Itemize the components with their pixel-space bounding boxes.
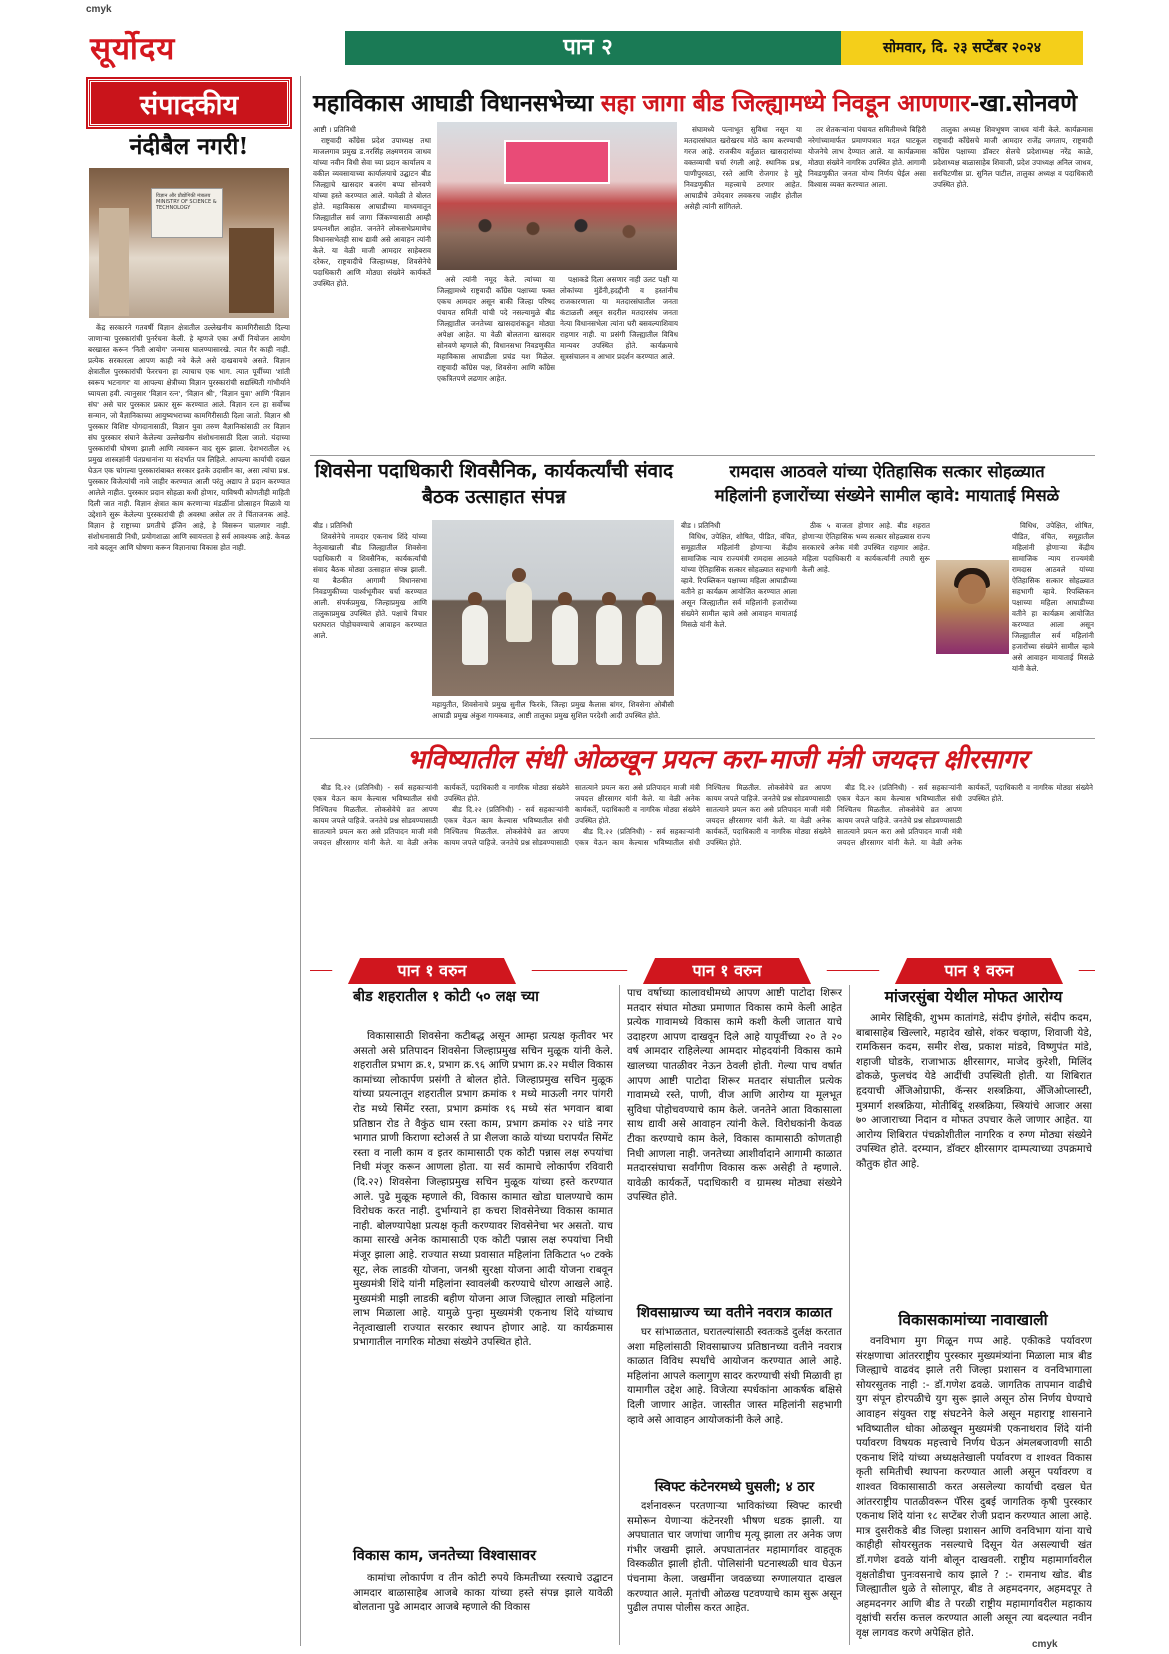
speaker-head bbox=[512, 568, 526, 582]
attendee-head bbox=[642, 592, 656, 606]
stage-banner bbox=[504, 140, 610, 184]
ministry-plaque bbox=[151, 188, 223, 238]
attendee bbox=[552, 605, 578, 665]
ramdas-headline-line1: रामदास आठवले यांच्या ऐतिहासिक सत्कार सोहळ्यात bbox=[729, 462, 1045, 481]
lead-story-col4: संघामध्ये पत्नाभूत सुविधा नसून या मतदारसंघात खरोखरच मोठे काम करण्याची गरज आहे. राजकीय वर्तुळात खासदारांच्या वक्तव्याची चर्चा रंगली आहे. स्थानिक प्रश्न, पाणीपुरवठा, रस्ते आणि रोजगार हे मुद्दे निवडणुकीत महत्त्वाचे ठरणार आहेत. आघाडीचे उमेदवार लवकरच जाहीर होतील असेही त्यांनी सांगितले. bbox=[684, 125, 802, 211]
attendee bbox=[596, 605, 622, 665]
page-number: पान २ bbox=[345, 31, 831, 65]
attendee-head bbox=[558, 592, 572, 606]
lead-story-col6: तालुका अध्यक्ष शिवभूषण जाधव यांनी केले. कार्यक्रमास राष्ट्रवादी काँग्रेसचे माजी आमदार राजेंद्र जगताप, राष्ट्रवादी काँग्रेस पक्षाच्या डॉक्टर सेलचे प्रदेशाध्यक्ष नरेंद्र काळे, प्रदेशाध्यक्ष बाळासाहेब शिवाजी, प्रदेश उपाध्यक्ष अनिल जाधव, सरचिटणीस प्रा. सुनिल पाटील, तालुका अध्यक्ष व पदाधिकारी उपस्थित होते. bbox=[933, 125, 1093, 189]
continuation-label: पान १ वरुन bbox=[641, 958, 813, 984]
meeting-photo-caption: महायुतीत, शिवसेनाचे प्रमुख सुनील फिरके, जिल्हा प्रमुख कैलास बांगर, शिवसेना ओबीसी आघाडी प्रमुख अंकुश गायकवाड, आष्टी तालुका प्रमुख सुशिल परदेशी आदी उपस्थित होते. bbox=[432, 700, 674, 720]
column-divider bbox=[849, 985, 850, 1645]
continuation-label: पान १ वरुन bbox=[893, 958, 1065, 984]
kshirsagar-body: बीड दि.२२ (प्रतिनिधी) - सर्व सहकाऱ्यांनी एकत्र येऊन काम केल्यास भविष्यातील संधी निश्चितच मिळतील. लोकसेवेचे व्रत आपण कायम जपले पाहिजे. जनतेचे प्रश्न सोडवण्यासाठी सातत्याने प्रयत्न करा असे प्रतिपादन माजी मंत्री जयदत्त क्षीरसागर यांनी केले. या वेळी अनेक कार्यकर्ते, पदाधिकारी व नागरिक मोठ्या संख्येने उपस्थित होते. बीड दि.२२ (प्रतिनिधी) - सर्व सहकाऱ्यांनी एकत्र येऊन काम केल्यास भविष्यातील संधी निश्चितच मिळतील. लोकसेवेचे व्रत आपण कायम जपले पाहिजे. जनतेचे प्रश्न सोडवण्यासाठी सातत्याने प्रयत्न करा असे प्रतिपादन माजी मंत्री जयदत्त क्षीरसागर यांनी केले. या वेळी अनेक कार्यकर्ते, पदाधिकारी व नागरिक मोठ्या संख्येने उपस्थित होते. बीड दि.२२ (प्रतिनिधी) - सर्व सहकाऱ्यांनी एकत्र येऊन काम केल्यास भविष्यातील संधी निश्चितच मिळतील. लोकसेवेचे व्रत आपण कायम जपले पाहिजे. जनतेचे प्रश्न सोडवण्यासाठी सातत्याने प्रयत्न करा असे प्रतिपादन माजी मंत्री जयदत्त क्षीरसागर यांनी केले. या वेळी अनेक कार्यकर्ते, पदाधिकारी व नागरिक मोठ्या संख्येने उपस्थित होते. बीड दि.२२ (प्रतिनिधी) - सर्व सहकाऱ्यांनी एकत्र येऊन काम केल्यास भविष्यातील संधी निश्चितच मिळतील. लोकसेवेचे व्रत आपण कायम जपले पाहिजे. जनतेचे प्रश्न सोडवण्यासाठी सातत्याने प्रयत्न करा असे प्रतिपादन माजी मंत्री जयदत्त क्षीरसागर यांनी केले. या वेळी अनेक कार्यकर्ते, पदाधिकारी व नागरिक मोठ्या संख्येने उपस्थित होते. bbox=[313, 783, 1093, 847]
ramdas-body: बीड । प्रतिनिधी विधिध, उपेक्षित, शोषित, पीडित, वंचित, समूहातील महिलांनी होणाऱ्या केंद्रीय सामाजिक न्याय राज्यमंत्री रामदास आठवले यांच्या ऐतिहासिक सत्कार सोहळ्यात सहभागी व्हावे. रिपब्लिकन पक्षाच्या महिला आघाडीच्या वतीने हा कार्यक्रम आयोजित करण्यात आला असून जिल्ह्यातील सर्व महिलांनी हजारोंच्या संख्येने सामील व्हावे असे आवाहन मायाताई मिसळे यांनी केले. bbox=[681, 521, 797, 629]
shivsena-headline: शिवसेना पदाधिकारी शिवसैनिक, कार्यकर्त्यांची संवाद बैठक उत्साहात संपन्न bbox=[314, 460, 674, 508]
editorial-banner: संपादकीय bbox=[88, 79, 290, 127]
vikas-body: वनविभाग मुग गिळून गप्प आहे. एकीकडे पर्यावरण संरक्षणाचा आंतरराष्ट्रीय पुरस्कार मुख्यमंत्र्यांना मिळाला मात्र बीड जिल्ह्याचे वाढवंद झाले तरी जिल्हा प्रशासन व वनविभागाला सोयरसुतक नाही :- डॉ.गणेश ढवळे. जागतिक तापमान वाढीचे युग संपून होरपळीचे युग सुरू झाले असून ठोस निर्णय घेण्याचे आवाहन संयुक्त राष्ट्र संघटनेने केले असून महाराष्ट्र शासनाने भविष्यातील धोका ओळखून मुख्यमंत्री एकनाथराव शिंदे यांनी पर्यावरण विषयक महत्त्वाचे निर्णय घेऊन अंमलबजावणी साठी एकनाथ शिंदे यांच्या अध्यक्षतेखाली पर्यावरण व शाश्वत विकास कृती समितीची स्थापना करण्यात आली असून पर्यावरण व शाश्वत विकासासाठी करत असलेल्या कार्याची दखल घेत आंतरराष्ट्रीय पातळीवरून पॅरिस दुबई जागतिक कृषी पुरस्कार एकनाथ शिंदे यांना १८ सप्टेंबर रोजी प्रदान करण्यात आला आहे. मात्र दुसरीकडे बीड जिल्हा प्रशासन आणि वनविभाग यांना याचे काहीही सोयरसुतक नसल्याचे दिसून येत असल्याची खंत डॉ.गणेश ढवळे यांनी बोलून दाखवली. राष्ट्रीय महामार्गावरील वृक्षतोडीचा पुनःवसनाचे काय झाले ? :- रामनाथ खोड. बीड जिल्ह्यातील धुळे ते सोलापूर, बीड ते अहमदनगर, अहमदपूर ते अहमदनगर आणि बीड ते परळी राष्ट्रीय महामार्गावरील महाकाय वृक्षांची सर्रास कत्तल करण्यात आली असून त्या बदल्यात नवीन वृक्ष लागवड करणे अपेक्षित होते. bbox=[856, 1336, 1092, 1639]
attendee bbox=[636, 605, 662, 665]
lead-story-col2: असे त्यांनी नमूद केले. त्यांच्या या जिल्ह्यामध्ये राष्ट्रवादी काँग्रेस पक्षाच्या फक्त एकच आमदार असून बाकी जिल्हा परिषद पंचायत समिती यांची पदे नसल्यामुळे बीड जिल्ह्यातील जनतेच्या खासदारांकडून मोठ्या अपेक्षा आहेत. या वेळी बोलताना खासदार सोनवणे म्हणाले की, विधानसभा निवडणुकीत महाविकास आघाडीला प्रचंड यश मिळेल. राष्ट्रवादी काँग्रेस पक्ष, शिवसेना आणि काँग्रेस एकत्रितपणे लढणार आहेत. bbox=[437, 275, 555, 383]
vishwas-headline: विकास काम, जनतेच्या विश्वासावर bbox=[353, 1548, 537, 1564]
editorial-body: केंद्र सरकारने गतवर्षी विज्ञान क्षेत्रातील उल्लेखनीय कामगिरीसाठी दिल्या जाणाऱ्या पुरस्कारांची पुनर्रचना केली. हे म्हणजे एका अर्थी नियोजन आयोग बरखास्त करून 'निती आयोग' जन्मास घालण्यासारखे. त्यात गैर काही नाही. प्रत्येक सरकारला आपण काही नवे केले असे दाखवायचे असते. विज्ञान क्षेत्रातील पुरस्कारांची फेररचना हा त्याचाच एक भाग. त्यात पूर्वीच्या 'शांती स्वरूप भटनागर' या आपल्या क्षेत्रीच्या विज्ञान पुरस्कारांची सद्यस्थिती गांभीर्याने घ्यायला हवी. त्यानुसार 'विज्ञान रत्न', 'विज्ञान श्री', 'विज्ञान युवा' आणि 'विज्ञान संघ' असे चार पुरस्कार प्रकार सुरू करण्यात आले. विज्ञान रत्न हा सर्वोच्च सन्मान, जो वैज्ञानिकाच्या आयुष्यभराच्या कामगिरीसाठी दिला जातो. विज्ञान श्री पुरस्कार विशिष्ट योगदानासाठी, विज्ञान युवा तरुण वैज्ञानिकांसाठी तर विज्ञान संघ पुरस्कार संघाने केलेल्या उल्लेखनीय संशोधनासाठी दिला जातो. यंदाच्या पुरस्कारांची घोषणा झाली आणि त्यावरून वाद सुरू झाला. देशभरातील २६ प्रमुख शास्त्रज्ञांनी पंतप्रधानांना या संदर्भात पत्र लिहिले. आपल्या कार्याची दखल घेऊन एक चांगल्या पुरस्कारांबाबत सरकार इतके उदासीन का, असा त्यांचा प्रश्न. पुरस्कार विजेत्यांची नावे जाहीर करण्यात आली परंतु अद्याप ते प्रदान करण्यात आलेले नाहीत. पुरस्कार प्रदान सोहळा कधी होणार, याविषयी कोणतीही माहिती दिली जात नाही. विज्ञान क्षेत्रात काम करणाऱ्या मंडळींना प्रोत्साहन मिळावे या उद्देशाने सुरू केलेल्या पुरस्कारांची ही अवस्था असेल तर ते चिंताजनक आहे. विज्ञान हे राष्ट्राच्या प्रगतीचे इंजिन आहे, हे विसरून चालणार नाही. संशोधनासाठी निधी, प्रयोगशाळा आणि स्वायत्तता हे सर्व आवश्यक आहे. केवळ नावे बदलून आणि घोषणा करून विज्ञानाचा विकास होत नाही. bbox=[88, 323, 290, 552]
ramdas-headline bbox=[681, 460, 1093, 508]
vikas-headline: विकासकामांच्या नावाखाली bbox=[898, 1311, 1048, 1329]
kshirsagar-headline: भविष्यातील संधी ओळखून प्रयत्न करा-माजी मंत्री जयदत्त क्षीरसागर bbox=[406, 745, 1028, 775]
attendee-head bbox=[468, 592, 482, 606]
lead-story-col1: आष्टी । प्रतिनिधी राष्ट्रवादी काँग्रेस प्रदेश उपाध्यक्ष तथा माजलगाव प्रमुख ड.नरसिंह लक्ष्मणराव जाधव यांच्या नवीन विधी सेवा च्या प्रदान कार्यालय व वकील व्यवसायाच्या कार्यालयाचे उद्घाटन बीड जिल्ह्याचे खासदार बजरंग बप्पा सोनवणे यांच्या हस्ते करण्यात आले. यावेळी ते बोलत होते. महाविकास आघाडीच्या माध्यमातून जिल्ह्यातील सर्व जागा जिंकण्यासाठी आम्ही प्रयत्नशील आहोत. जनतेने लोकसभेप्रमाणेच विधानसभेतही साथ द्यावी असे आवाहन त्यांनी केले. या वेळी माजी आमदार साहेबराव दरेकर, राष्ट्रवादीचे जिल्हाध्यक्ष, शिवसेनेचे पदाधिकारी आणि मोठ्या संख्येने कार्यकर्ते उपस्थित होते. bbox=[313, 125, 431, 288]
editorial-photo bbox=[89, 168, 289, 318]
section-divider bbox=[310, 455, 1095, 456]
ramdas-body-3: विधिध, उपेक्षित, शोषित, पीडित, वंचित, समूहातील महिलांनी होणाऱ्या केंद्रीय सामाजिक न्याय राज्यमंत्री रामदास आठवले यांच्या ऐतिहासिक सत्कार सोहळ्यात सहभागी व्हावे. रिपब्लिकन पक्षाच्या महिला आघाडीच्या वतीने हा कार्यक्रम आयोजित करण्यात आला असून जिल्ह्यातील सर्व महिलांनी हजारोंच्या संख्येने सामील व्हावे असे आवाहन मायाताई मिसळे यांनी केले. bbox=[1012, 521, 1094, 673]
ramdas-body-2: ठीक ५ वाजता होणार आहे. बीड शहरात होणाऱ्या ऐतिहासिक भव्य सत्कार सोहळ्यास राज्य सरकारचे अनेक मंत्री उपस्थित राहणार आहेत. महिला पदाधिकारी व कार्यकर्त्यांनी तयारी सुरू केली आहे. bbox=[802, 521, 930, 574]
editorial-title: नंदीबैल नगरी! bbox=[129, 133, 249, 160]
lead-story-col3: पक्षाकडे दिला असणार नाही उलट पक्षी या लोकांच्या मुंडेंनी,हदद्दीनी व हस्तांनीच राजकारणाला या मतदारसंघातील जनता कंटाळली असून सदरील मतदारसंघ जनता नेत्या विधानसभेला त्यांना घरी बसवल्याशिवाय राहणार नाही. या प्रसंगी जिल्ह्यातील विविध मान्यवर उपस्थित होते. कार्यक्रमाचे सूत्रसंचालन व आभार प्रदर्शन करण्यात आले. bbox=[560, 275, 678, 361]
attendee-head bbox=[602, 592, 616, 606]
registration-mark-top: cmyk bbox=[86, 4, 112, 15]
speaker bbox=[506, 582, 532, 642]
photo-pillar bbox=[99, 208, 129, 316]
photo-door bbox=[229, 228, 274, 313]
lead-headline-part2: -खा.सोनवणे bbox=[969, 89, 1077, 117]
ministry-plaque-text: विज्ञान और प्रौद्योगिकी मंत्रालय MINISTRY OF SCIENCE & TECHNOLOGY bbox=[156, 193, 217, 211]
lead-headline-highlight: सहा जागा बीड जिल्ह्यामध्ये निवडून आणणार bbox=[600, 89, 970, 117]
attendee bbox=[462, 605, 488, 665]
bid-story-body: विकासासाठी शिवसेना कटीबद्ध असून आम्हा प्रत्यक्ष कृतीवर भर असतो असे प्रतिपादन शिवसेना जिल्हाप्रमुख सचिन मुळूक यांनी केले. शहरातील प्रभाग क्र.१, प्रभाग क्र.९६ आणि प्रभाग क्र.२२ मधील विकास कामांच्या लोकार्पण प्रसंगी ते बोलत होते. जिल्हाप्रमुख सचिन मुळूक यांच्या प्रयत्नातून शहरातील प्रभाग क्रमांक १ मध्ये माऊली नगर पांगरी रोड मध्ये सिमेंट रस्ता, प्रभाग क्रमांक १६ मध्ये संत भगवान बाबा प्रतिष्ठान रोड ते वैकुंठ धाम रस्ता काम, प्रभाग क्रमांक २२ धांडे नगर भागात प्राणी किराणा स्टोअर्स ते प्रा शैलजा काळे यांच्या घरापर्यंत सिमेंट रस्ता व नाली काम व इतर कामासाठी एक कोटी पन्नास लक्ष रुपयांचा निधी मंजूर करून आणला होता. या सर्व कामाचे लोकार्पण रविवारी (दि.२२) शिवसेना जिल्हाप्रमुख सचिन मुळूक यांच्या हस्ते करण्यात आले. पुढे मुळूक म्हणाले की, विकास कामात खोडा घालण्याचे काम विरोधक करत नाही. दुर्भाग्याने हा कचरा शिवसेनेच्या विकास कामात नाही. बोलण्यापेक्षा प्रत्यक्ष कृती करण्यावर शिवसेनेचा भर असतो. याच कामा सारखे अनेक कामासाठी एक कोटी पन्नास लक्ष रुपयांचा निधी मंजूर झाला आहे. राज्यात सध्या प्रवासात महिलांना तिकिटात ५० टक्के सूट, लेक लाडकी योजना, जनश्री सुरक्षा योजना आदी योजना राबवून मुख्यमंत्री शिंदे यांनी महिलांना स्वावलंबी करण्याचे धोरण आखले आहे. मुख्यमंत्री माझी लाडकी बहीण योजना आज जिल्ह्यात लाखो महिलांना लाभ मिळाला आहे. यामुळे पुन्हा मुख्यमंत्री एकनाथ शिंदे यांच्याच नेतृत्वाखाली राज्यात सरकार स्थापन होणार आहे. या कार्यक्रमास प्रभागातील नागरिक मोठ्या संख्येने उपस्थित होते. bbox=[353, 1031, 613, 1349]
bid-story-headline: बीड शहरातील १ कोटी ५० लक्ष च्या bbox=[353, 989, 539, 1005]
navratri-headline: शिवसाम्राज्य च्या वतीने नवरात्र काळात bbox=[636, 1305, 833, 1321]
mangar-body: आमेर सिद्दिकी, शुभम कातांगडे, संदीप इंगोले, संदीप कदम, बाबासाहेब खिल्लारे, महादेव खोसे, शंकर चव्हाण, शिवाजी येडे, रामकिसन कदम, समीर शेख, प्रकाश मांडवे, विष्णुपंत मांडे, शहाजी घोडके, राजाभाऊ क्षीरसागर, माजेद कुरेशी, मिलिंद ढोकळे, फुलचंद येडे आदींची उपस्थिती होती. या शिबिरात हृदयाची अँजिओग्राफी, कॅन्सर शस्त्रक्रिया, अँजिओप्लास्टी, मुत्रमार्ग शस्त्रक्रिया, मोतीबिंदू शस्त्रक्रिया, स्त्रियांचे आजार असा ७० आजाराच्या निदान व मोफत उपचार केले जाणार आहेत. या आरोग्य शिबिरात पंचक्रोशीतील नागरिक व रुग्ण मोठ्या संख्येने उपस्थित होते. दरम्यान, डॉक्टर क्षीरसागर दाम्पत्याच्या उपक्रमाचे कौतुक होत आहे. bbox=[856, 1013, 1092, 1170]
section-divider bbox=[310, 738, 1095, 739]
issue-date: सोमवार, दि. २३ सप्टेंबर २०२४ bbox=[831, 31, 1083, 65]
shivsena-body: बीड । प्रतिनिधी शिवसेनेचे नामदार एकनाथ शिंदे यांच्या नेतृत्वाखाली बीड जिल्ह्यातील शिवसेना पदाधिकारी व शिवसैनिक, कार्यकर्त्यांची संवाद बैठक मोठ्या उत्साहात संपन्न झाली. या बैठकीत आगामी विधानसभा निवडणुकीच्या पार्श्वभूमीवर चर्चा करण्यात आली. संपर्कप्रमुख, जिल्हाप्रमुख आणि तालुकाप्रमुख उपस्थित होते. पक्षाचे विचार घराघरात पोहोचवण्याचे आवाहन करण्यात आले. bbox=[313, 521, 427, 640]
mangar-headline: मांजरसुंबा येथील मोफत आरोग्य bbox=[884, 988, 1063, 1006]
ramdas-headline-line2: महिलांनी हजारोंच्या संख्येने सामील व्हावे: मायाताई मिसळे bbox=[714, 486, 1060, 505]
swift-body: दर्शनावरून परतणाऱ्या भाविकांच्या स्विफ्ट कारची समोरून येणाऱ्या कंटेनरशी भीषण धडक झाली. या अपघातात चार जणांचा जागीच मृत्यू झाला तर अनेक जण गंभीर जखमी झाले. अपघातानंतर महामार्गावर वाहतूक विस्कळीत झाली होती. पोलिसांनी घटनास्थळी धाव घेऊन पंचनामा केला. जखमींना जवळच्या रुग्णालयात दाखल करण्यात आले. मृतांची ओळख पटवण्याचे काम सुरू असून पुढील तपास पोलीस करत आहेत. bbox=[627, 1501, 842, 1615]
lead-story-col5: तर शेतकऱ्यांना पंचायत समितीमध्ये बिहिरी नरेगांच्यामार्फत प्रमाणपत्रात मदत घाटकूल योजनेचे लाभ देण्यात आले. या कार्यक्रमास मोठ्या संख्येने नागरिक उपस्थित होते. आगामी निवडणुकीत जनता योग्य निर्णय घेईल असा विश्वास व्यक्त करण्यात आला. bbox=[808, 125, 926, 189]
lead-story-photo bbox=[437, 122, 677, 270]
mayatai-photo bbox=[936, 560, 1009, 654]
lead-headline bbox=[313, 83, 1093, 123]
vishwas-body: कामांचा लोकार्पण व तीन कोटी रुपये किमतीच्या रस्त्याचे उद्घाटन आमदार बाळासाहेब आजबे काका यांच्या हस्ते संपन्न झाले यावेळी बोलताना पुढे आमदार आजबे म्हणाले की विकास bbox=[353, 1573, 613, 1614]
newspaper-logo: सूर्योदय bbox=[90, 31, 176, 67]
swift-headline: स्विफ्ट कंटेनरमध्ये घुसली; ४ ठार bbox=[654, 1479, 815, 1495]
patoda-body: पाच वर्षाच्या कालावधीमध्ये आपण आष्टी पाटोदा शिरूर मतदार संघात मोठ्या प्रमाणात विकास कामे केली आहेत प्रत्येक गावामध्ये विकास कामे कशी केली जातात याचे उदाहरण आपण दाखवून दिले आहे यापूर्वीच्या २० ते २० वर्ष आमदार राहिलेल्या आमदार मोहदयांनी विकास कामे खालच्या पातळीवर नेऊन ठेवली होती. गेल्या पाच वर्षात आपण आष्टी पाटोदा शिरूर मतदार संघातील प्रत्येक गावामध्ये रस्ते, पाणी, वीज आणि आरोग्य या मूलभूत सुविधा पोहोचवण्याचे काम केले. जनतेने आता विकासाला साथ द्यावी असे आवाहन त्यांनी केले. विरोधकांनी केवळ टीका करण्याचे काम केले, विकास कामासाठी कोणताही निधी आणला नाही. जनतेच्या आशीर्वादाने आगामी काळात मतदारसंघाचा सर्वांगीण विकास करू असेही ते म्हणाले. यावेळी कार्यकर्ते, पदाधिकारी व ग्रामस्थ मोठ्या संख्येने उपस्थित होते. bbox=[627, 988, 842, 1204]
navratri-body: घर सांभाळतात, घरातल्यांसाठी स्वतःकडे दुर्लक्ष करतात अशा महिलांसाठी शिवसाम्राज्य प्रतिष्ठानच्या वतीने नवरात्र काळात विविध स्पर्धांचे आयोजन करण्यात आले आहे. महिलांना आपले कलागुण सादर करण्याची संधी मिळावी हा यामागील उद्देश आहे. विजेत्या स्पर्धकांना आकर्षक बक्षिसे दिली जाणार आहेत. जास्तीत जास्त महिलांनी सहभागी व्हावे असे आवाहन आयोजकांनी केले आहे. bbox=[627, 1327, 842, 1426]
continuation-label: पान १ वरुन bbox=[346, 958, 518, 984]
lead-headline-part1: महाविकास आघाडी विधानसभेच्या bbox=[313, 89, 601, 117]
photo-face bbox=[958, 574, 986, 604]
registration-mark-bottom: cmyk bbox=[1032, 1639, 1058, 1650]
meeting-photo bbox=[432, 520, 674, 696]
column-divider bbox=[619, 985, 620, 1645]
column-divider bbox=[300, 76, 301, 1646]
